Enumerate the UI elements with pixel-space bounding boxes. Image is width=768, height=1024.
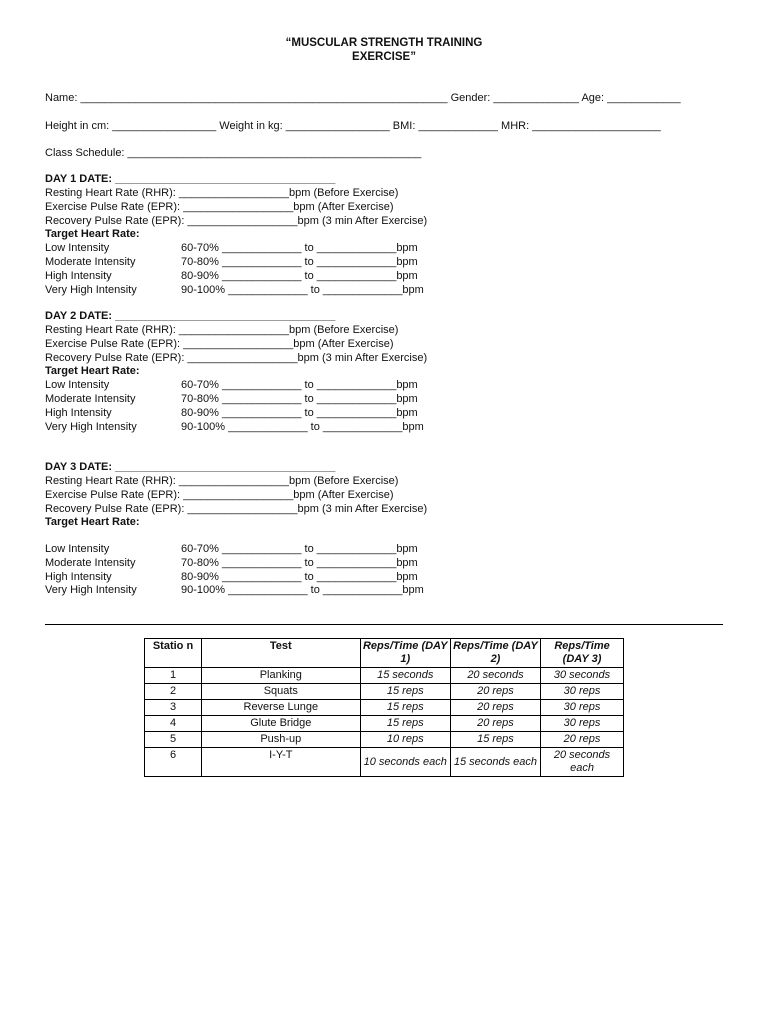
day-1-value: 15 reps bbox=[360, 684, 450, 700]
day-3-date: DAY 3 DATE: ____________________________________ bbox=[45, 461, 336, 473]
station-number: 5 bbox=[145, 732, 202, 748]
day-3-rhr: Resting Heart Rate (RHR): __________________bpm (Before Exercise) bbox=[45, 475, 399, 487]
title-line-1: “MUSCULAR STRENGTH TRAINING bbox=[285, 37, 483, 49]
day-2-value: 20 reps bbox=[450, 716, 540, 732]
day-2-value: 20 reps bbox=[450, 700, 540, 716]
station-number: 3 bbox=[145, 700, 202, 716]
test-name: Push-up bbox=[202, 732, 361, 748]
table-row bbox=[145, 700, 624, 716]
day-3-value: 30 reps bbox=[541, 700, 624, 716]
day-3-recovery: Recovery Pulse Rate (EPR): __________________bpm (3 min After Exercise) bbox=[45, 503, 428, 515]
day-1-target-heart-rate: Target Heart Rate: bbox=[45, 228, 140, 240]
station-number: 2 bbox=[145, 684, 202, 700]
day-3-epr: Exercise Pulse Rate (EPR): __________________bpm (After Exercise) bbox=[45, 489, 394, 501]
day-2-target-heart-rate: Target Heart Rate: bbox=[45, 365, 140, 377]
day-3-value: 30 reps bbox=[541, 716, 624, 732]
title-line-2: EXERCISE” bbox=[352, 51, 416, 63]
day-2-value: 20 seconds bbox=[450, 668, 540, 684]
test-name: Squats bbox=[202, 684, 361, 700]
day-1-rhr: Resting Heart Rate (RHR): __________________bpm (Before Exercise) bbox=[45, 187, 399, 199]
day-1-epr: Exercise Pulse Rate (EPR): __________________bpm (After Exercise) bbox=[45, 201, 394, 213]
header-station: Statio n bbox=[145, 639, 202, 668]
header-day-2: Reps/Time (DAY 2) bbox=[450, 639, 540, 668]
day-2-rhr: Resting Heart Rate (RHR): __________________bpm (Before Exercise) bbox=[45, 324, 399, 336]
test-name: Glute Bridge bbox=[202, 716, 361, 732]
table-row bbox=[145, 716, 624, 732]
day-2-value: 15 seconds each bbox=[450, 748, 540, 777]
header-day-1: Reps/Time (DAY 1) bbox=[360, 639, 450, 668]
day-1-value: 15 reps bbox=[360, 700, 450, 716]
day-1-recovery: Recovery Pulse Rate (EPR): __________________bpm (3 min After Exercise) bbox=[45, 215, 428, 227]
table-row bbox=[145, 748, 624, 777]
height-weight-bmi-mhr-line: Height in cm: _________________ Weight in kg: _________________ BMI: _____________ MHR: _____________________ bbox=[45, 120, 661, 132]
table-row bbox=[145, 684, 624, 700]
day-2-recovery: Recovery Pulse Rate (EPR): __________________bpm (3 min After Exercise) bbox=[45, 352, 428, 364]
document-title bbox=[0, 36, 768, 64]
day-3-target-heart-rate: Target Heart Rate: bbox=[45, 516, 140, 528]
day-1-date: DAY 1 DATE: ____________________________________ bbox=[45, 173, 336, 185]
day-2-value: 15 reps bbox=[450, 732, 540, 748]
day-3-value: 30 reps bbox=[541, 684, 624, 700]
day-3-value: 20 reps bbox=[541, 732, 624, 748]
header-day-3: Reps/Time (DAY 3) bbox=[541, 639, 624, 668]
table-row bbox=[145, 732, 624, 748]
test-name: Reverse Lunge bbox=[202, 700, 361, 716]
day-1-value: 15 seconds bbox=[360, 668, 450, 684]
day-1-value: 10 reps bbox=[360, 732, 450, 748]
day-2-value: 20 reps bbox=[450, 684, 540, 700]
test-name: I-Y-T bbox=[202, 748, 361, 777]
section-divider bbox=[45, 624, 723, 625]
table-header-row bbox=[145, 639, 624, 668]
day-2-epr: Exercise Pulse Rate (EPR): __________________bpm (After Exercise) bbox=[45, 338, 394, 350]
day-3-value: 20 seconds each bbox=[541, 748, 624, 777]
day-1-value: 15 reps bbox=[360, 716, 450, 732]
day-2-date: DAY 2 DATE: ____________________________________ bbox=[45, 310, 336, 322]
day-3-value: 30 seconds bbox=[541, 668, 624, 684]
class-schedule-line: Class Schedule: ________________________________________________ bbox=[45, 147, 422, 159]
name-gender-age-line: Name: ____________________________________________________________ Gender: ______________ Age: ____________ bbox=[45, 92, 681, 104]
table-row bbox=[145, 668, 624, 684]
station-number: 6 bbox=[145, 748, 202, 777]
test-name: Planking bbox=[202, 668, 361, 684]
station-number: 1 bbox=[145, 668, 202, 684]
day-1-value: 10 seconds each bbox=[360, 748, 450, 777]
exercise-stations-table bbox=[144, 638, 624, 777]
station-number: 4 bbox=[145, 716, 202, 732]
header-test: Test bbox=[202, 639, 361, 668]
